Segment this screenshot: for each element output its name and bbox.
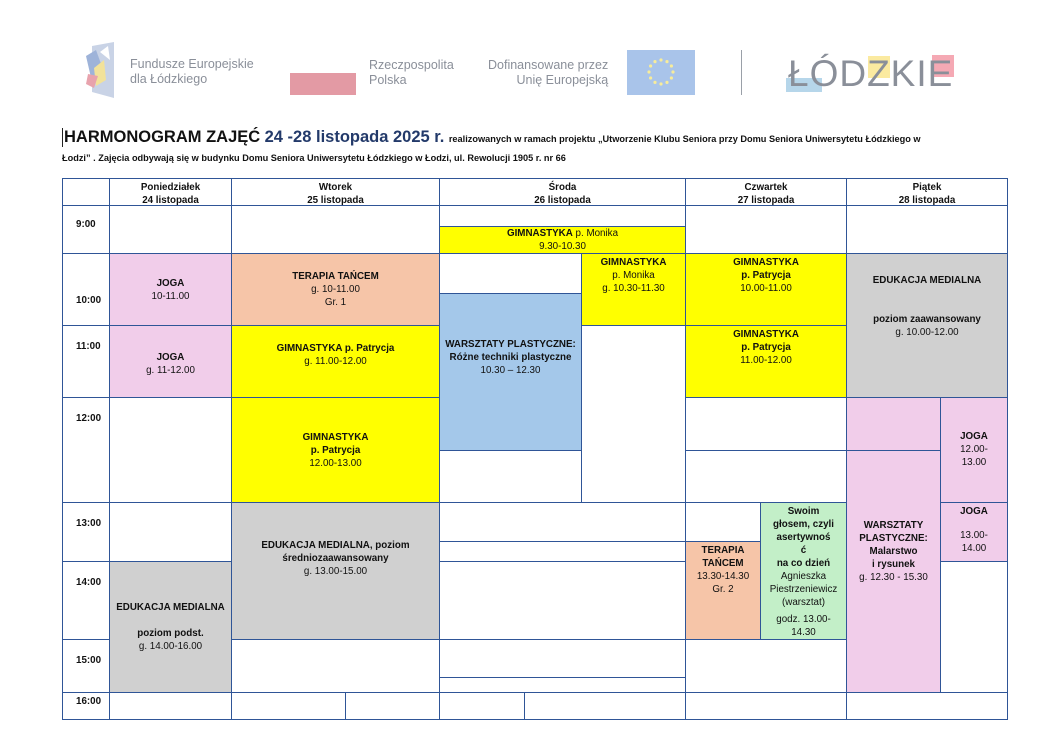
time-label: 11:00 xyxy=(76,341,101,352)
event-title: GIMNASTYKA p. Patrycja xyxy=(276,342,395,354)
fundusze-europejskie-logo-icon xyxy=(86,42,120,98)
fe-line2: dla Łódzkiego xyxy=(130,72,208,86)
event-group: Gr. 1 xyxy=(324,297,347,308)
eu-funding-text xyxy=(488,58,608,88)
event-teacher: p. Patrycja xyxy=(741,342,791,353)
event-time: 10.00-11.00 xyxy=(740,283,792,294)
event-time-2: 14.30 xyxy=(791,627,816,638)
day-name: Piątek xyxy=(912,182,942,193)
day-date: 25 listopada xyxy=(307,195,364,206)
event-wed-gimnastyka-2[interactable] xyxy=(581,253,686,326)
time-slot xyxy=(62,561,110,640)
event-title: GIMNASTYKA xyxy=(506,228,573,239)
event-title-2: średniozaawansowany xyxy=(282,552,389,564)
empty-cell xyxy=(524,692,686,720)
empty-cell xyxy=(581,325,686,503)
event-thu-terapia-tancem[interactable] xyxy=(685,541,761,640)
event-subtitle: Różne techniki plastyczne xyxy=(449,351,572,363)
event-time: 13.30-14.30 xyxy=(696,571,750,582)
event-title-4: i rysunek xyxy=(871,559,916,570)
logo-separator xyxy=(741,50,742,95)
event-time: 10.30 – 12.30 xyxy=(480,364,541,376)
day-name: Czwartek xyxy=(744,182,788,193)
empty-cell xyxy=(685,397,847,451)
event-fri-empty-pink xyxy=(846,397,941,451)
event-title: GIMNASTYKA xyxy=(302,431,369,443)
event-title: TERAPIA xyxy=(701,545,745,556)
event-thu-gimnastyka-2[interactable] xyxy=(685,325,847,398)
event-title-2: PLASTYCZNE: xyxy=(859,533,928,544)
empty-cell xyxy=(439,639,686,678)
event-thu-swoim-glosem[interactable] xyxy=(760,502,847,640)
empty-cell xyxy=(685,450,847,503)
corner-cell xyxy=(62,178,110,206)
event-teacher: p. Patrycja xyxy=(310,444,361,456)
event-time: g. 10-11.00 xyxy=(311,284,360,295)
event-fri-joga-2[interactable] xyxy=(940,502,1008,562)
event-title: EDUKACJA MEDIALNA, poziom xyxy=(261,539,410,551)
event-tue-terapia-tancem[interactable] xyxy=(231,253,440,326)
fe-line1: Fundusze Europejskie xyxy=(130,57,254,71)
day-header-tue xyxy=(231,178,440,206)
event-time: g. 11.00-12.00 xyxy=(304,355,367,367)
empty-cell xyxy=(685,692,847,720)
event-mon-edukacja-medialna[interactable] xyxy=(109,561,232,693)
event-title: JOGA xyxy=(156,351,185,363)
day-header-wed xyxy=(439,178,686,206)
event-time: g. 12.30 - 15.30 xyxy=(859,572,928,583)
event-fri-warsztaty-plastyczne[interactable] xyxy=(846,450,941,693)
time-label: 15:00 xyxy=(76,655,102,666)
empty-cell xyxy=(439,692,525,720)
time-slot xyxy=(62,325,110,398)
title-dates: 24 -28 listopada 2025 r. xyxy=(264,128,445,146)
event-title-1: WARSZTATY xyxy=(863,520,924,531)
event-title-3: Malarstwo xyxy=(869,546,918,557)
empty-cell xyxy=(439,205,686,227)
empty-cell xyxy=(439,677,686,693)
event-time: 12.00-13.00 xyxy=(309,457,362,469)
day-header-thu xyxy=(685,178,847,206)
empty-cell xyxy=(231,639,440,693)
event-mon-joga-2[interactable] xyxy=(109,325,232,398)
event-level: poziom podst. xyxy=(137,628,204,639)
time-slot xyxy=(62,639,110,693)
lodzkie-wordmark: ŁÓDZKIE xyxy=(788,53,954,94)
event-title-2: TAŃCEM xyxy=(702,558,744,569)
empty-cell xyxy=(846,205,1008,254)
day-date: 24 listopada xyxy=(142,195,199,206)
event-mon-joga-1[interactable] xyxy=(109,253,232,326)
event-time: 10-11.00 xyxy=(151,290,190,302)
title-location: Łodzi” . Zajęcia odbywają się w budynku Domu Seniora Uniwersytetu Łódzkiego w Łodzi, ul. Rewolucji 1905 r. nr 66 xyxy=(62,153,566,163)
empty-cell xyxy=(685,502,761,542)
event-teacher: p. Patrycja xyxy=(741,270,791,281)
empty-cell xyxy=(439,561,686,640)
event-time: g. 14.00-16.00 xyxy=(138,641,203,652)
event-time: g. 11-12.00 xyxy=(146,364,195,376)
polish-flag-icon xyxy=(290,52,356,95)
event-tue-gimnastyka-1[interactable] xyxy=(231,325,440,398)
rp-line2: Polska xyxy=(369,73,407,87)
empty-cell xyxy=(685,639,847,693)
event-wed-warsztaty-plastyczne[interactable] xyxy=(439,293,582,451)
time-label: 14:00 xyxy=(76,577,102,588)
time-slot xyxy=(62,692,110,720)
empty-cell xyxy=(439,541,686,562)
event-title: WARSZTATY PLASTYCZNE: xyxy=(445,338,576,350)
title-main: HARMONOGRAM ZAJĘĆ xyxy=(64,128,261,146)
empty-cell xyxy=(231,205,440,254)
empty-cell xyxy=(109,397,232,503)
event-title: JOGA xyxy=(960,431,988,442)
day-name: Poniedziałek xyxy=(140,182,201,193)
time-label: 16:00 xyxy=(76,696,102,707)
empty-cell xyxy=(109,205,232,254)
lodzkie-logo xyxy=(786,52,958,96)
event-time-1: 13.00- xyxy=(960,530,988,541)
ue-line2: Unię Europejską xyxy=(516,73,609,87)
event-title-4: ć xyxy=(800,545,807,556)
time-slot xyxy=(62,205,110,254)
day-name: Środa xyxy=(548,182,577,193)
empty-cell xyxy=(231,692,346,720)
rp-line1: Rzeczpospolita xyxy=(369,58,454,72)
event-title: GIMNASTYKA xyxy=(600,257,667,268)
day-name: Wtorek xyxy=(318,182,353,193)
event-time-1: 12.00- xyxy=(960,444,988,455)
page-title xyxy=(62,128,921,147)
event-title: JOGA xyxy=(960,506,988,517)
event-title-5: na co dzień xyxy=(776,558,831,569)
event-level: poziom zaawansowany xyxy=(873,314,981,325)
empty-cell xyxy=(439,450,582,503)
event-time: g. 13.00-15.00 xyxy=(303,565,368,577)
event-title: GIMNASTYKA xyxy=(733,329,799,340)
event-time: g. 10.00-12.00 xyxy=(895,327,959,338)
empty-cell xyxy=(109,692,232,720)
event-title: EDUKACJA MEDIALNA xyxy=(872,275,982,286)
event-title-3: asertywnoś xyxy=(776,532,831,543)
day-header-fri xyxy=(846,178,1008,206)
time-slot xyxy=(62,502,110,562)
title-project: realizowanych w ramach projektu „Utworzenie Klubu Seniora przy Domu Seniora Uniwersytetu Łódzkiego w xyxy=(448,134,921,144)
time-slot xyxy=(62,397,110,503)
event-note: (warsztat) xyxy=(781,597,825,608)
empty-cell xyxy=(345,692,440,720)
event-teacher: p. Monika xyxy=(612,270,655,281)
time-slot xyxy=(62,253,110,326)
empty-cell xyxy=(685,205,847,254)
empty-cell xyxy=(846,692,1008,720)
eu-flag-icon xyxy=(627,50,695,95)
empty-cell xyxy=(439,502,686,542)
ue-line1: Dofinansowane przez xyxy=(488,58,609,72)
empty-cell xyxy=(109,502,232,562)
day-date: 28 listopada xyxy=(898,195,956,206)
event-group: Gr. 2 xyxy=(712,584,734,595)
time-label: 10:00 xyxy=(76,295,102,306)
event-thu-gimnastyka-1[interactable] xyxy=(685,253,847,326)
event-title: JOGA xyxy=(156,277,185,289)
event-time: 11.00-12.00 xyxy=(740,355,792,366)
time-label: 13:00 xyxy=(76,518,102,529)
event-fri-joga-1[interactable] xyxy=(940,397,1008,503)
event-time-2: 14.00 xyxy=(961,543,987,554)
empty-cell xyxy=(439,253,582,294)
event-wed-gimnastyka-1[interactable] xyxy=(439,226,686,254)
day-date: 27 listopada xyxy=(737,195,795,206)
event-tue-edukacja-medialna[interactable] xyxy=(231,502,440,640)
event-time-1: godz. 13.00- xyxy=(776,614,831,625)
event-title: GIMNASTYKA xyxy=(733,257,799,268)
event-title: EDUKACJA MEDIALNA xyxy=(116,602,225,613)
event-title: TERAPIA TAŃCEM xyxy=(292,271,379,282)
time-label: 9:00 xyxy=(76,219,96,230)
rzeczpospolita-text xyxy=(369,58,454,88)
event-title-2: głosem, czyli xyxy=(773,519,834,530)
event-time-2: 13.00 xyxy=(961,457,987,468)
event-time: g. 10.30-11.30 xyxy=(602,283,665,294)
event-time: 9.30-10.30 xyxy=(539,241,586,252)
event-title-1: Swoim xyxy=(787,506,820,517)
event-fri-edukacja-medialna[interactable] xyxy=(846,253,1008,398)
event-teacher: p. Monika xyxy=(575,228,619,239)
fundusze-europejskie-text xyxy=(130,57,254,87)
event-teacher-1: Agnieszka xyxy=(780,571,827,582)
event-teacher-2: Piestrzeniewicz xyxy=(769,584,838,595)
empty-cell xyxy=(940,561,1008,693)
day-header-mon xyxy=(109,178,232,206)
event-tue-gimnastyka-2[interactable] xyxy=(231,397,440,503)
day-date: 26 listopada xyxy=(534,195,591,206)
time-label: 12:00 xyxy=(76,413,102,424)
